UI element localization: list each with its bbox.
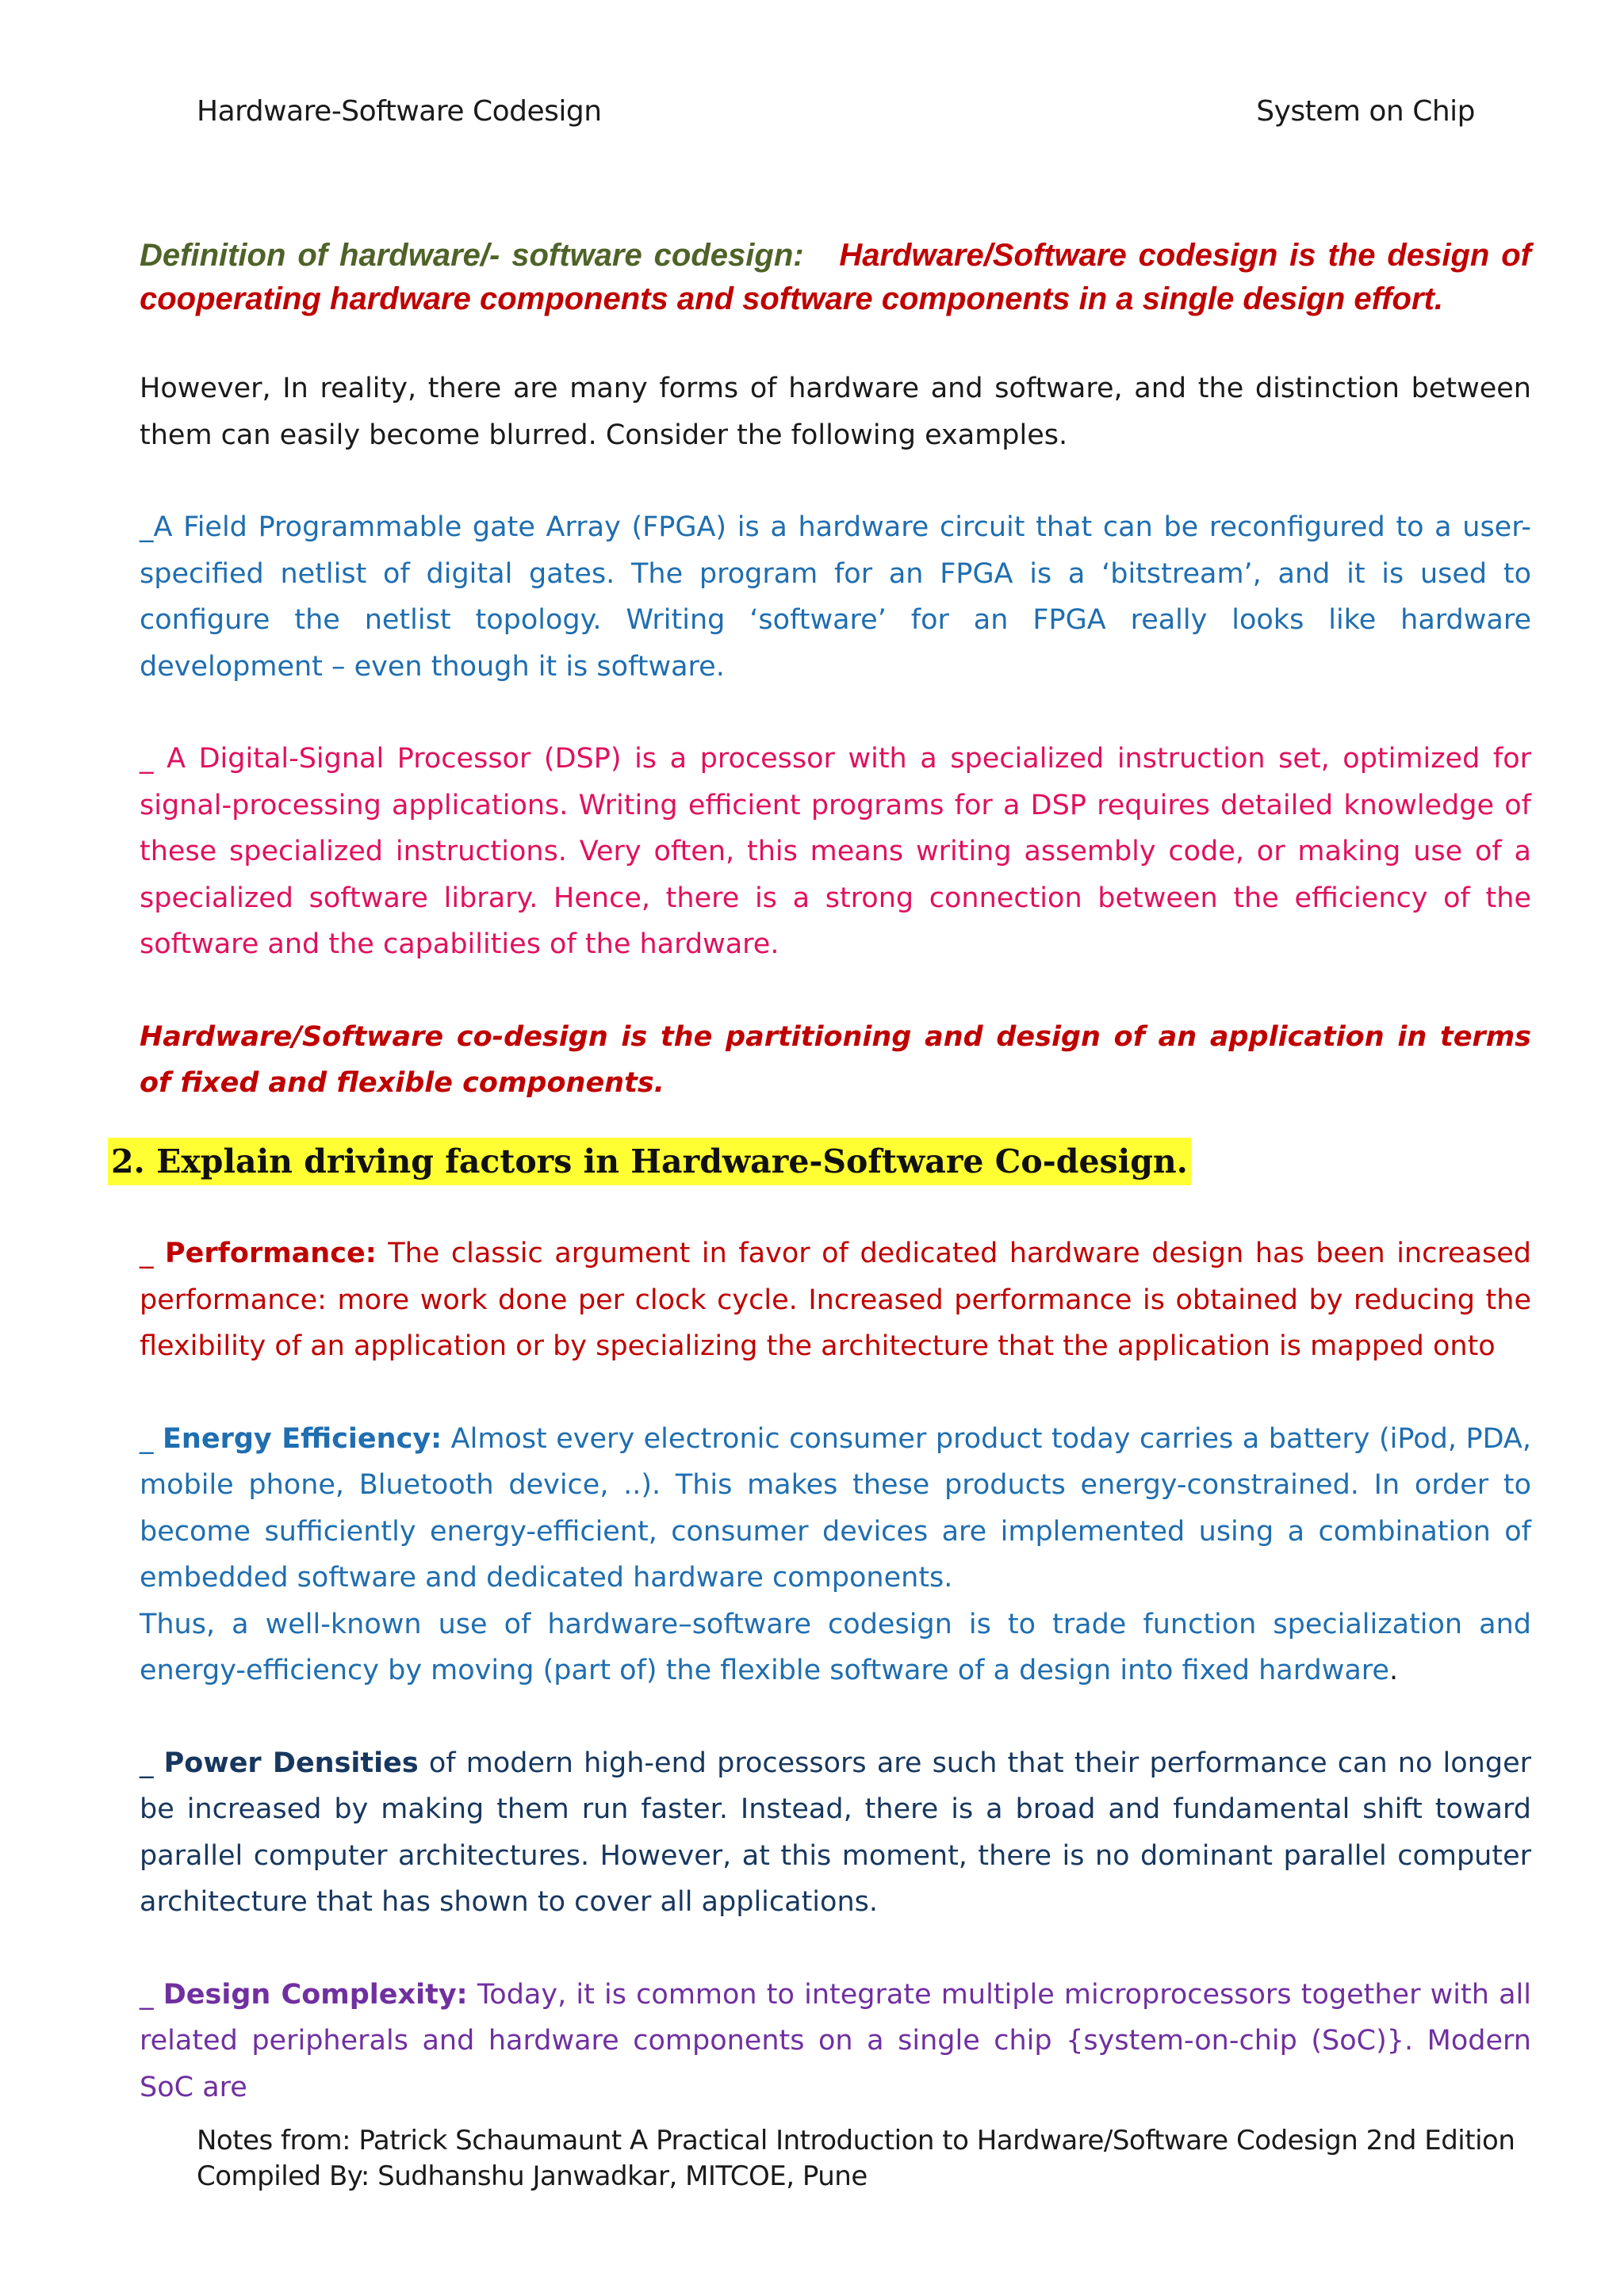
- factors-section: [140, 1230, 1531, 2110]
- definition-text: Hardware/Software codesign is the design of cooperating hardware components and software components in a single design effort.: [140, 238, 1532, 316]
- codesign-summary: Hardware/Software co-design is the partitioning and design of an application in terms of fixed and flexible components.: [140, 1020, 1531, 1099]
- footer-line-2: Compiled By: Sudhanshu Janwadkar, MITCOE, Pune: [197, 2160, 868, 2192]
- factor-power-term: Power Densities: [163, 1747, 419, 1779]
- footer: [197, 2123, 1515, 2195]
- factor-power-text: of modern high-end processors are such that their performance can no longer be increased by making them run faster. Instead, there is a broad and fundamental shift toward parallel computer architectures. However, at this moment, there is no dominant parallel computer architecture that has shown to cover all applications.: [140, 1747, 1531, 1918]
- factor-energy-followup-text: Thus, a well-known use of hardware–software codesign is to trade function specialization and energy-efficiency by moving (part of) the flexible software of a design into fixed hardware: [140, 1608, 1531, 1686]
- factor-power-prefix: _: [140, 1747, 164, 1779]
- factor-energy-followup-end: .: [1388, 1655, 1399, 1686]
- factor-performance: [140, 1230, 1531, 1370]
- header-left: Hardware-Software Codesign: [197, 95, 602, 128]
- factor-energy-prefix: _: [140, 1422, 163, 1455]
- section-heading-wrap: [108, 1138, 1191, 1185]
- header-right: System on Chip: [1256, 95, 1475, 128]
- factor-energy-followup: [140, 1601, 1531, 1694]
- factor-complexity-prefix: _: [140, 1978, 163, 2011]
- intro-paragraph: However, In reality, there are many forms of hardware and software, and the distinction between them can easily become blurred. Consider the following examples.: [140, 373, 1531, 451]
- factor-energy-term: Energy Efficiency:: [163, 1422, 442, 1455]
- factor-complexity: [140, 1972, 1531, 2111]
- factor-performance-text: The classic argument in favor of dedicated hardware design has been increased performance: more work done per clock cycle. Increased performance is obtained by reducing the flexibility of an application or by specializing the architecture that the application is mapped onto: [140, 1238, 1531, 1362]
- definition-paragraph: [140, 234, 1531, 321]
- factor-complexity-text: Today, it is common to integrate multiple microprocessors together with all related peripherals and hardware components on a single chip {system-on-chip (SoC)}. Modern SoC are: [140, 1978, 1531, 2103]
- factor-power: [140, 1740, 1531, 1926]
- footer-line-1: Notes from: Patrick Schaumaunt A Practical Introduction to Hardware/Software Codesign 2nd Edition: [197, 2125, 1515, 2156]
- fpga-paragraph: _A Field Programmable gate Array (FPGA) is a hardware circuit that can be reconfigured to a user-specified netlist of digital gates. The program for an FPGA is a ‘bitstream’, and it is used to configure the netlist topology. Writing ‘software’ for an FPGA really looks like hardware development – even though it is software.: [140, 511, 1531, 683]
- definition-label: Definition of hardware/- software codesign:: [140, 238, 804, 273]
- factor-performance-prefix: _: [140, 1238, 166, 1269]
- section-heading: 2. Explain driving factors in Hardware-Software Co-design.: [108, 1138, 1191, 1185]
- factor-energy-text: Almost every electronic consumer product today carries a battery (iPod, PDA, mobile phone, Bluetooth device, ..). This makes these products energy-constrained. In order to become sufficiently energy-efficient, consumer devices are implemented using a combination of embedded software and dedicated hardware components.: [140, 1422, 1531, 1594]
- factor-complexity-term: Design Complexity:: [163, 1978, 468, 2011]
- definition-section: [140, 234, 1531, 1107]
- factor-performance-term: Performance:: [165, 1238, 377, 1269]
- dsp-paragraph: _ A Digital-Signal Processor (DSP) is a processor with a specialized instruction set, optimized for signal-processing applications. Writing efficient programs for a DSP requires detailed knowledge of these specialized instructions. Very often, this means writing assembly code, or making use of a specialized software library. Hence, there is a strong connection between the efficiency of the software and the capabilities of the hardware.: [140, 743, 1531, 960]
- factor-energy: [140, 1416, 1531, 1601]
